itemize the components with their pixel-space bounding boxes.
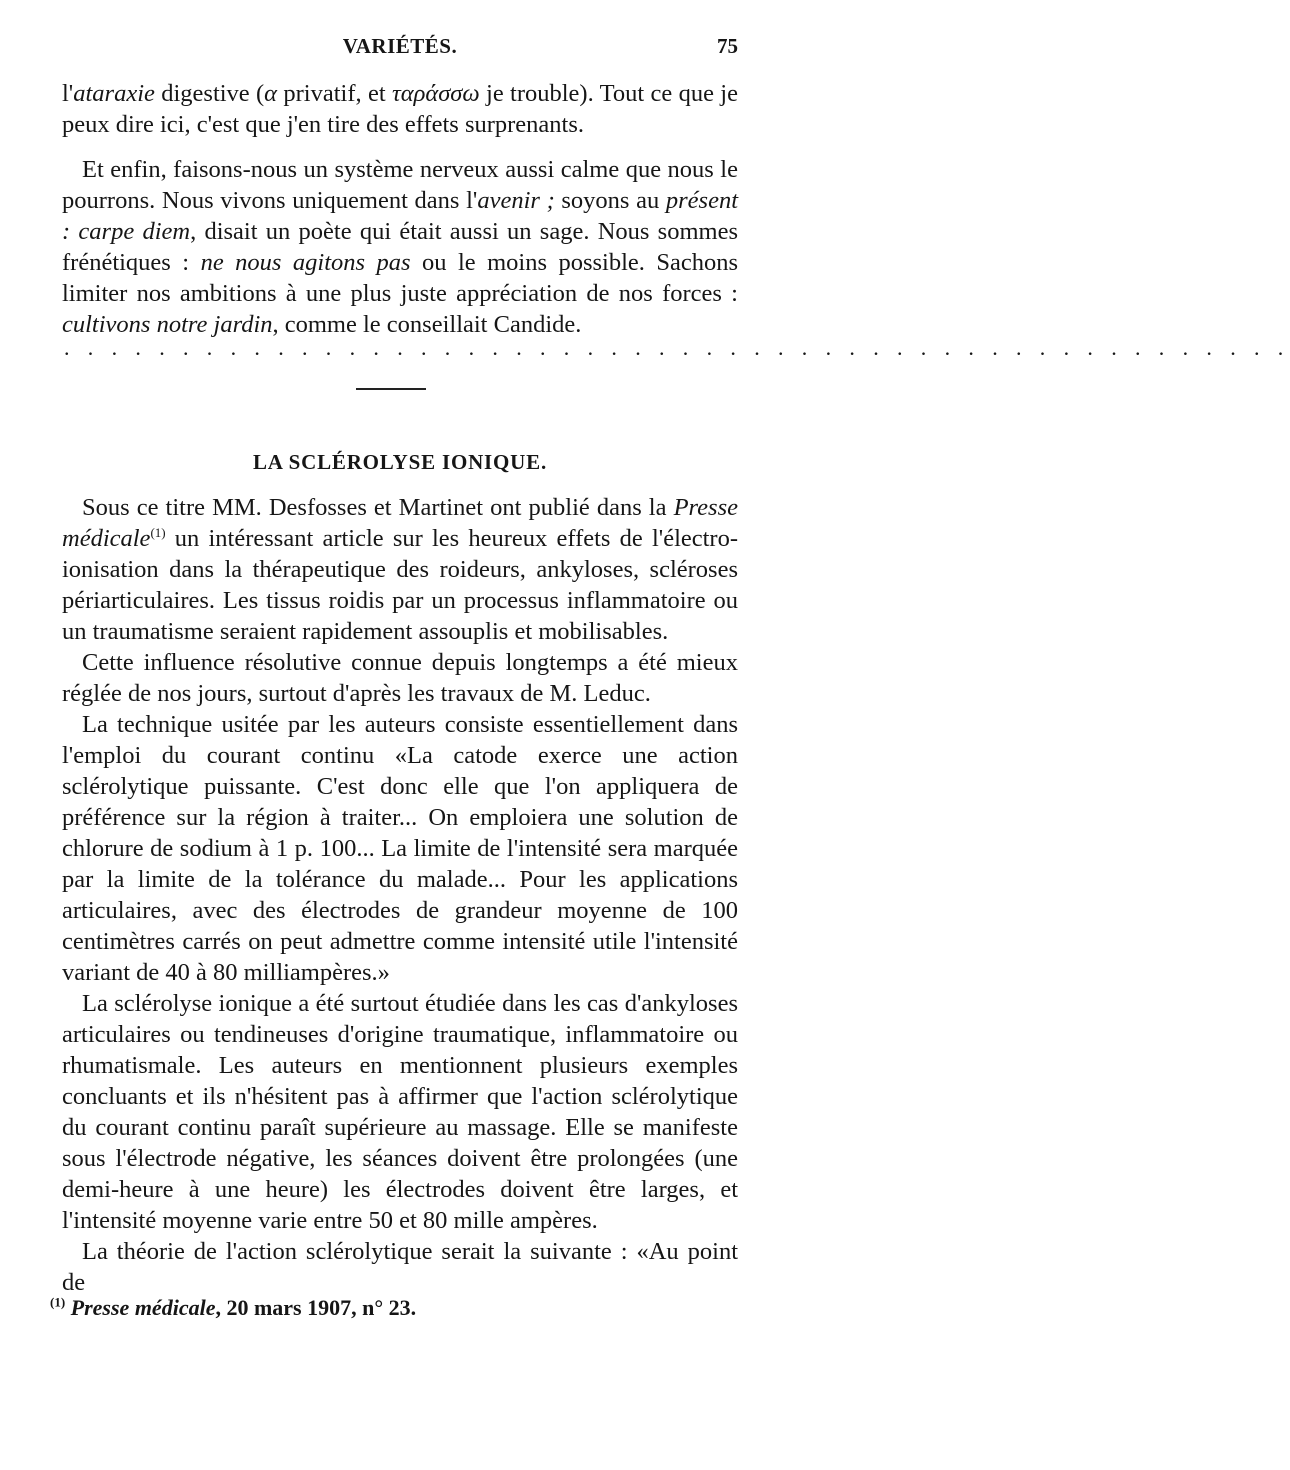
footnote-source: Presse médicale — [70, 1295, 216, 1320]
paragraph: Sous ce titre MM. Desfosses et Martinet ont publié dans la Presse médicale$^{(1)}$ un intéressant article sur les heureux effets de l'électro-ionisation dans la thérapeutique des roideurs, ankyloses, scléroses périarticulaires. Les tissus roidis par un processus inflammatoire ou un traumatisme seraient rapidement assouplis et mobilisables. — [62, 494, 738, 645]
page-number: 75 — [717, 34, 738, 58]
paragraph: La théorie de l'action sclérolytique serait la suivante : «Au point de — [62, 1238, 738, 1296]
section-title: LA SCLÉROLYSE IONIQUE. — [252, 450, 547, 474]
footnote — [50, 1295, 750, 1321]
paragraph: Cette influence résolutive connue depuis longtemps a été mieux réglée de nos jours, surtout d'après les travaux de M. Leduc. — [62, 649, 738, 707]
footnote-details: , 20 mars 1907, n° 23. — [215, 1295, 417, 1320]
page-header — [62, 34, 738, 64]
paragraph: l'ataraxie digestive (α privatif, et ταράσσω je trouble). Tout ce que je peux dire ici, c'est que j'en tire des effets surprenants. — [62, 80, 738, 138]
article-body — [62, 492, 738, 1298]
footnote-ref: (1) — [150, 524, 166, 540]
dotted-separator: . . . . . . . . . . . . . . . . . . . . . . . . . . . . . . . . . . . . . . . . . . . . . . . . . . . . — [64, 335, 1290, 360]
paragraph: La sclérolyse ionique a été surtout étudiée dans les cas d'ankyloses articulaires ou tendineuses d'origine traumatique, inflammatoire ou rhumatismale. Les auteurs en mentionnent plusieurs exemples concluants et ils n'hésitent pas à affirmer que l'action sclérolytique du courant continu paraît supérieure au massage. Elle se manifeste sous l'électrode négative, les séances doivent être prolongées (une demi-heure à une heure) les électrodes doivent être larges, et l'intensité moyenne varie entre 50 et 80 mille ampères. — [62, 990, 738, 1234]
paragraph: La technique usitée par les auteurs consiste essentiellement dans l'emploi du courant continu «La catode exerce une action sclérolytique puissante. C'est donc elle que l'on appliquera de préférence sur la région à traiter... On emploiera une solution de chlorure de sodium à 1 p. 100... La limite de l'intensité sera marquée par la limite de la tolérance du malade... Pour les applications articulaires, avec des électrodes de grandeur moyenne de 100 centimètres carrés on peut admettre comme intensité utile l'intensité variant de 40 à 80 milliampères.» — [62, 711, 738, 986]
paragraph: Et enfin, faisons-nous un système nerveux aussi calme que nous le pourrons. Nous vivons uniquement dans l'avenir ; soyons au présent : carpe diem, disait un poète qui était aussi un sage. Nous sommes frénétiques : ne nous agitons pas ou le moins possible. Sachons limiter nos ambitions à une plus juste appréciation de nos forces : cultivons notre jardin, comme le conseillait Candide. — [62, 156, 738, 338]
section-rule — [356, 388, 426, 390]
footnote-marker: (1) — [50, 1294, 66, 1310]
previous-article-ending — [62, 78, 738, 340]
running-title: VARIÉTÉS. — [342, 34, 458, 58]
